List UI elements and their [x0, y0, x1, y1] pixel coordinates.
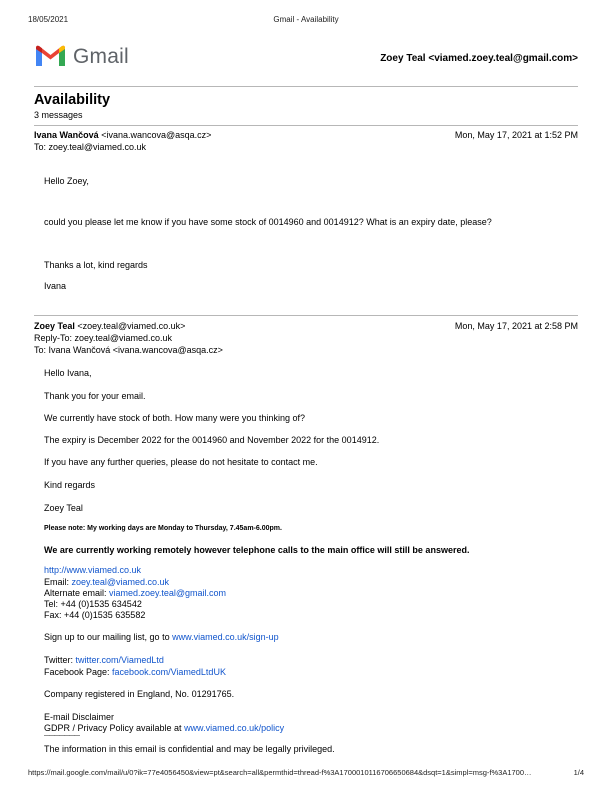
print-title: Gmail - Availability [273, 15, 339, 24]
gmail-wordmark: Gmail [73, 45, 129, 68]
message-divider-2 [34, 315, 578, 316]
page-number: 1/4 [573, 768, 584, 777]
print-url: https://mail.google.com/mail/u/0?ik=77e4056450&view=pt&search=all&permthid=thread-f%3A1700010116706650684&dsqt=1&simpl=msg-f%3A1700… [28, 768, 532, 777]
dash-separator: ——————— [44, 733, 79, 739]
email-link[interactable]: zoey.teal@viamed.co.uk [71, 577, 170, 587]
message-2-reply-to: Reply-To: zoey.teal@viamed.co.uk [34, 333, 173, 343]
message-2-thanks: Thank you for your email. [44, 391, 146, 401]
message-2-queries: If you have any further queries, please do not hesitate to contact me. [44, 457, 318, 467]
facebook-line: Facebook Page: facebook.com/ViamedLtdUK [44, 667, 226, 677]
thread-subject: Availability [34, 92, 111, 108]
sender-email: <zoey.teal@viamed.co.uk> [77, 321, 186, 331]
confidentiality-notice: The information in this email is confidential and may be legally privileged. [44, 744, 335, 754]
gmail-logo[interactable] [34, 43, 194, 71]
message-2-to: To: Ivana Wančová <ivana.wancova@asqa.cz> [34, 345, 223, 355]
remote-working-notice: We are currently working remotely however telephone calls to the main office will still be answered. [44, 545, 470, 555]
account-name: Zoey Teal <viamed.zoey.teal@gmail.com> [380, 53, 578, 64]
website-link[interactable]: http://www.viamed.co.uk [44, 565, 142, 575]
message-1-to: To: zoey.teal@viamed.co.uk [34, 142, 147, 152]
email-disclaimer: E-mail Disclaimer [44, 712, 115, 722]
message-1-closing: Thanks a lot, kind regards [44, 260, 148, 270]
signup-line: Sign up to our mailing list, go to www.viamed.co.uk/sign-up [44, 632, 279, 642]
message-2-sender [34, 321, 185, 331]
message-1-body: could you please let me know if you have some stock of 0014960 and 0014912? What is an expiry date, please? [44, 217, 492, 227]
company-registration: Company registered in England, No. 01291765. [44, 689, 235, 699]
twitter-link[interactable]: twitter.com/ViamedLtd [75, 655, 164, 665]
message-2-stock: We currently have stock of both. How many were you thinking of? [44, 413, 305, 423]
message-2-regards: Kind regards [44, 480, 96, 490]
signup-link[interactable]: www.viamed.co.uk/sign-up [172, 632, 279, 642]
email-line: Email: zoey.teal@viamed.co.uk [44, 577, 170, 587]
message-count: 3 messages [34, 110, 83, 120]
telephone: Tel: +44 (0)1535 634542 [44, 599, 142, 609]
fax: Fax: +44 (0)1535 635582 [44, 610, 146, 620]
message-1-sender [34, 130, 211, 140]
message-1-greeting: Hello Zoey, [44, 176, 89, 186]
alternate-email-line: Alternate email: viamed.zoey.teal@gmail.com [44, 588, 227, 598]
message-2-greeting: Hello Ivana, [44, 368, 92, 378]
gmail-m-icon [34, 44, 67, 68]
sender-email: <ivana.wancova@asqa.cz> [101, 130, 212, 140]
facebook-link[interactable]: facebook.com/ViamedLtdUK [112, 667, 226, 677]
sender-name: Ivana Wančová [34, 130, 99, 140]
message-1-signature: Ivana [44, 281, 67, 291]
twitter-line: Twitter: twitter.com/ViamedLtd [44, 655, 164, 665]
alternate-email-link[interactable]: viamed.zoey.teal@gmail.com [109, 588, 227, 598]
message-2-date: Mon, May 17, 2021 at 2:58 PM [454, 321, 578, 331]
print-date: 18/05/2021 [28, 15, 69, 24]
header-divider [34, 86, 578, 87]
message-1-date: Mon, May 17, 2021 at 1:52 PM [454, 130, 578, 140]
sender-name: Zoey Teal [34, 321, 75, 331]
message-divider-1 [34, 125, 578, 126]
policy-link[interactable]: www.viamed.co.uk/policy [184, 723, 285, 733]
gdpr-line: GDPR / Privacy Policy available at www.viamed.co.uk/policy [44, 723, 285, 733]
message-2-name: Zoey Teal [44, 503, 83, 513]
working-days-note: Please note: My working days are Monday to Thursday, 7.45am-6.00pm. [44, 525, 282, 532]
message-2-expiry: The expiry is December 2022 for the 0014960 and November 2022 for the 0014912. [44, 435, 380, 445]
